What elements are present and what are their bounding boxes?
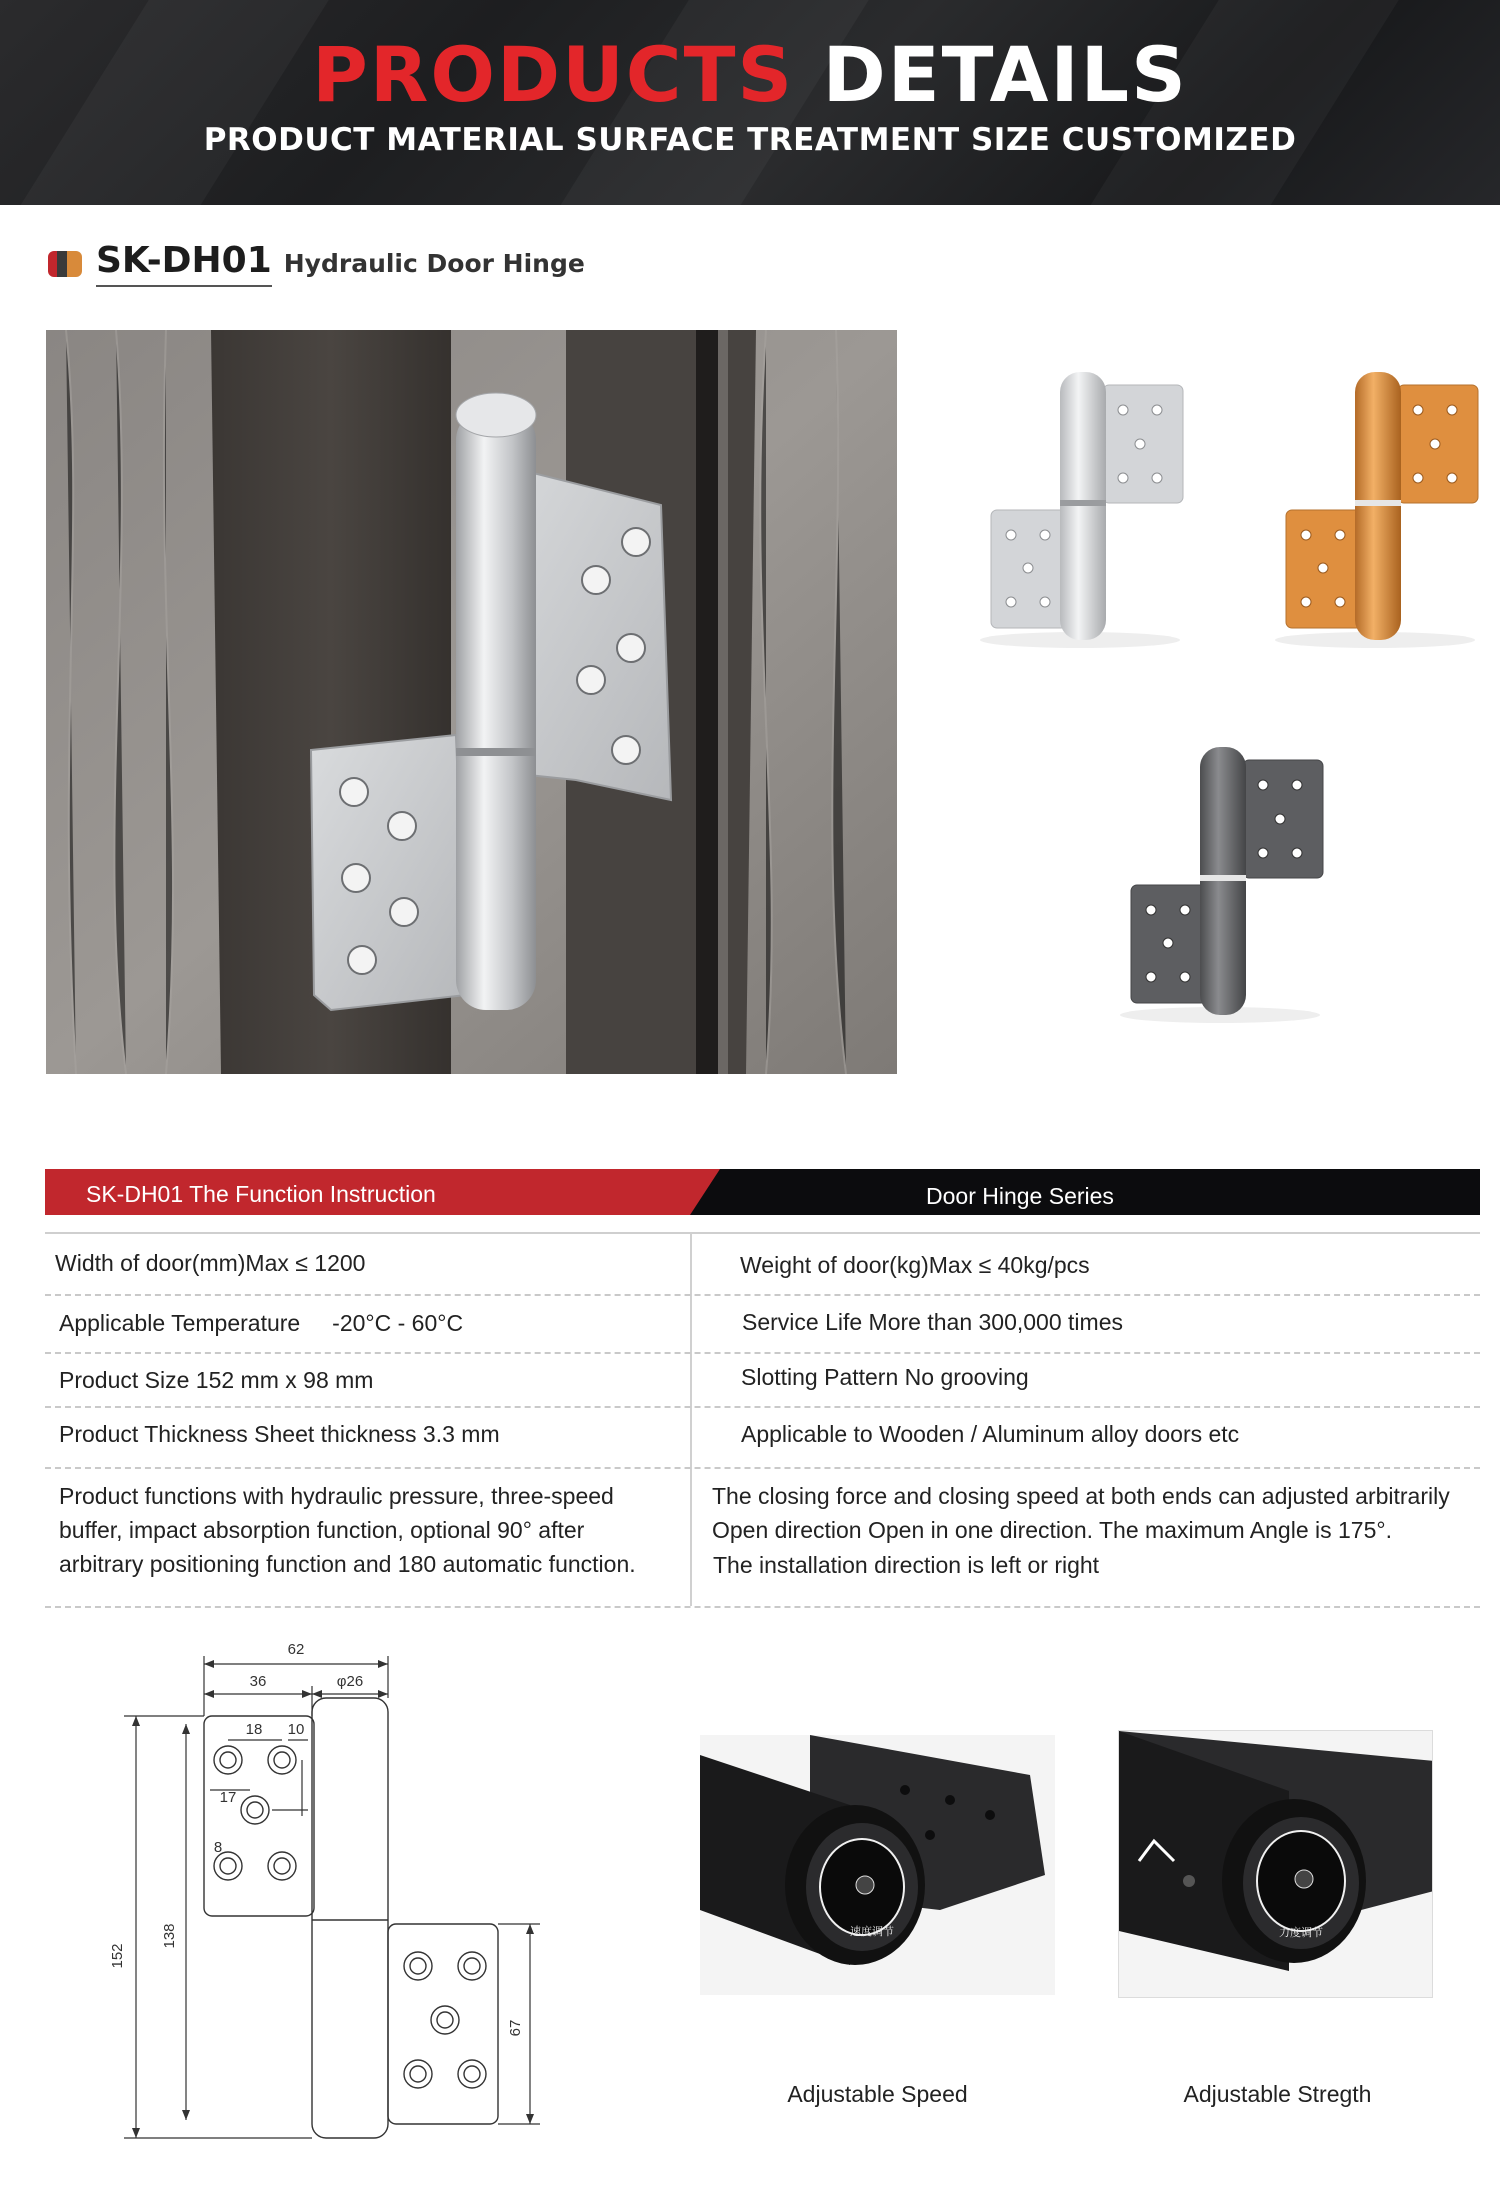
table-column-divider: [690, 1232, 692, 1606]
spec-door-weight: Weight of door(kg)Max ≤ 40kg/pcs: [740, 1252, 1090, 1278]
row-divider: [45, 1406, 1480, 1408]
spec-closing-line-3: The installation direction is left or right: [713, 1552, 1100, 1578]
dim-67-label: 67: [507, 2019, 524, 2037]
spec-function-line-3: arbitrary positioning function and 180 automatic function.: [59, 1551, 636, 1577]
table-header-left-label: SK-DH01 The Function Instruction: [86, 1181, 436, 1207]
color-swatch-icon: [48, 251, 84, 277]
dim-18-label: 18: [245, 1721, 263, 1738]
strength-dial-text: 力度调节: [1279, 1926, 1323, 1939]
page-title: [0, 30, 1500, 119]
spec-function-line-2: buffer, impact absorption function, optional 90° after: [59, 1517, 585, 1543]
grey-hinge-thumbnail: [1115, 735, 1330, 1035]
dim-26-label: φ26: [336, 1673, 364, 1690]
dim-8-label: 8: [213, 1839, 223, 1856]
page-subtitle: PRODUCT MATERIAL SURFACE TREATMENT SIZE CUSTOMIZED: [203, 122, 1297, 158]
adjustable-strength-photo: [1118, 1730, 1433, 1998]
spec-applicable-doors: Applicable to Wooden / Aluminum alloy doors etc: [741, 1421, 1240, 1447]
spec-thickness: Product Thickness Sheet thickness 3.3 mm: [59, 1421, 500, 1447]
title-red-word: PRODUCTS: [312, 30, 795, 119]
table-header-right-label: Door Hinge Series: [926, 1183, 1114, 1209]
silver-hinge-thumbnail: [975, 360, 1190, 660]
spec-service-life: Service Life More than 300,000 times: [742, 1309, 1123, 1335]
dim-10-label: 10: [287, 1721, 305, 1738]
header-banner: [0, 0, 1500, 205]
spec-product-size: Product Size 152 mm x 98 mm: [59, 1367, 374, 1393]
dim-152-label: 152: [109, 1943, 126, 1969]
adjustable-speed-photo: [700, 1735, 1055, 1995]
spec-slotting-pattern: Slotting Pattern No grooving: [741, 1364, 1029, 1390]
adjustable-speed-caption: Adjustable Speed: [787, 2081, 968, 2107]
row-divider: [45, 1467, 1480, 1469]
product-heading: [48, 240, 585, 287]
adjustable-strength-caption: Adjustable Stregth: [1183, 2081, 1372, 2107]
title-white-word: DETAILS: [822, 30, 1188, 119]
speed-dial-text: 速度调节: [850, 1925, 894, 1938]
spec-function-line-1: Product functions with hydraulic pressure, three-speed: [59, 1483, 614, 1509]
table-top-line: [45, 1232, 1480, 1234]
table-header-notch: [690, 1169, 720, 1215]
dim-62-label: 62: [287, 1641, 305, 1658]
product-name: Hydraulic Door Hinge: [283, 249, 585, 278]
row-divider: [45, 1352, 1480, 1354]
row-divider: [45, 1606, 1480, 1608]
spec-temperature: Applicable Temperature -20°C - 60°C: [59, 1310, 464, 1336]
spec-closing-line-2: Open direction Open in one direction. The maximum Angle is 175°.: [712, 1517, 1392, 1543]
row-divider: [45, 1294, 1480, 1296]
dim-17-label: 17: [219, 1789, 237, 1806]
dim-36-label: 36: [249, 1673, 267, 1690]
dimension-drawing: [100, 1620, 560, 2140]
product-code: SK-DH01: [96, 240, 272, 287]
dim-138-label: 138: [161, 1923, 178, 1949]
hinge-on-door-photo: [46, 330, 897, 1074]
spec-door-width: Width of door(mm)Max ≤ 1200: [55, 1250, 366, 1276]
orange-hinge-thumbnail: [1270, 360, 1485, 660]
spec-closing-line-1: The closing force and closing speed at both ends can adjusted arbitrarily: [712, 1483, 1450, 1509]
